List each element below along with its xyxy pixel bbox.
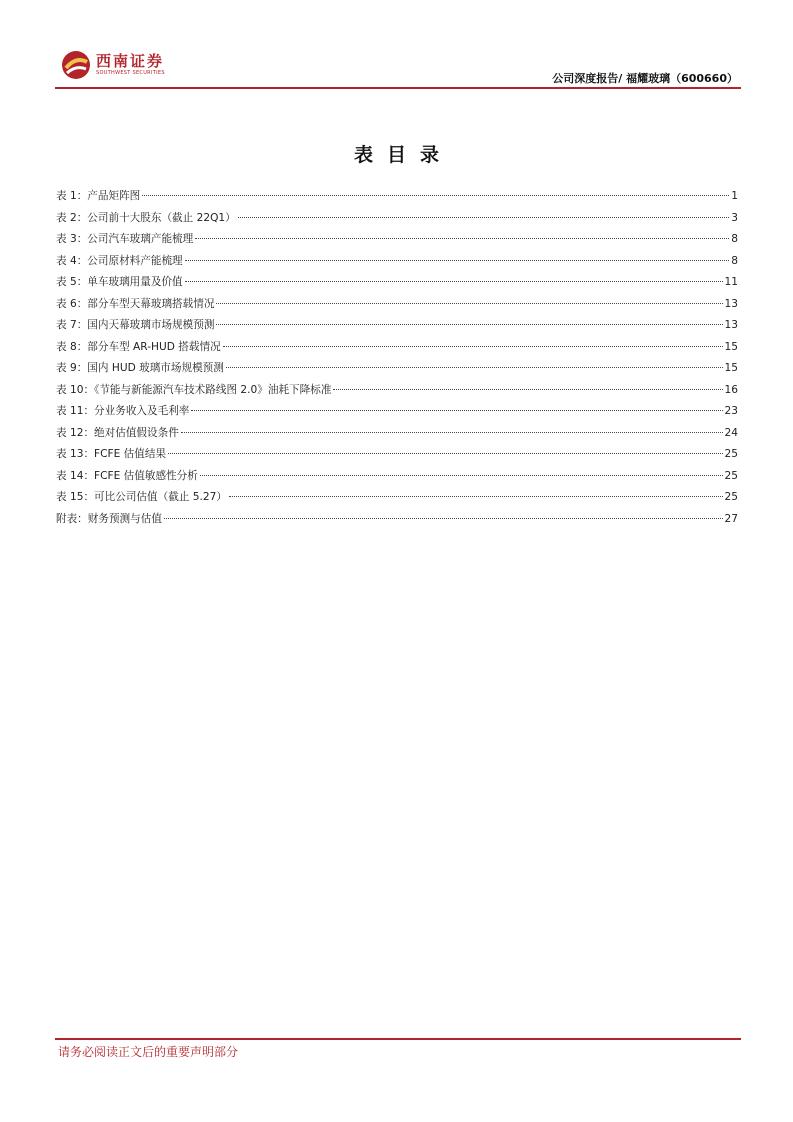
footer-divider	[55, 1038, 741, 1040]
toc-entry-page: 16	[724, 383, 738, 396]
page-title: 表目录	[353, 144, 453, 166]
toc-entry[interactable]	[56, 403, 738, 425]
dot-leader	[191, 410, 722, 411]
dot-leader	[142, 195, 729, 196]
toc-entry[interactable]	[56, 296, 738, 318]
toc-entry-label: 表 12：绝对估值假设条件	[56, 426, 179, 439]
dot-leader	[168, 453, 722, 454]
page-header	[60, 44, 740, 88]
toc-entry-page: 8	[731, 254, 738, 267]
toc-entry-page: 3	[731, 211, 738, 224]
logo-subtitle: SOUTHWEST SECURITIES	[96, 70, 165, 76]
dot-leader	[185, 260, 730, 261]
logo-name: 西南证券	[96, 52, 165, 70]
toc-entry-label: 表 1：产品矩阵图	[56, 190, 141, 202]
dot-leader	[216, 324, 722, 325]
toc-entry-page: 1	[731, 190, 738, 202]
dot-leader	[181, 432, 723, 433]
toc-entry[interactable]	[56, 425, 738, 447]
toc-entry-label: 表 9：国内 HUD 玻璃市场规模预测	[56, 362, 224, 374]
toc-entry[interactable]	[56, 210, 738, 232]
toc-entry-label: 表 15：可比公司估值（截止 5.27）	[56, 491, 227, 503]
toc-entry-page: 25	[724, 469, 738, 482]
toc-entry-page: 23	[724, 405, 738, 417]
toc-entry-label: 表 5：单车玻璃用量及价值	[56, 276, 183, 288]
toc-entry[interactable]	[56, 188, 738, 210]
toc-entry-label: 表 10：《节能与新能源汽车技术路线图 2.0》油耗下降标准	[56, 383, 332, 396]
toc-entry-page: 13	[724, 319, 738, 331]
toc-entry[interactable]	[56, 339, 738, 361]
toc-entry[interactable]	[56, 489, 738, 511]
toc-entry-label: 表 13：FCFE 估值结果	[56, 448, 167, 460]
toc-entry[interactable]	[56, 446, 738, 468]
toc-entry-page: 25	[724, 491, 738, 503]
dot-leader	[195, 238, 729, 239]
toc-entry-label: 表 4：公司原材料产能梳理	[56, 254, 183, 267]
dot-leader	[216, 303, 722, 304]
dot-leader	[226, 367, 723, 368]
report-title: 公司深度报告/ 福耀玻璃（600660）	[552, 72, 738, 85]
toc-entry-label: 表 3：公司汽车玻璃产能梳理	[56, 233, 194, 245]
toc-entry-label: 表 6：部分车型天幕玻璃搭载情况	[56, 297, 215, 310]
dot-leader	[185, 281, 723, 282]
toc-entry-page: 15	[724, 340, 738, 353]
toc-entry-label: 表 8：部分车型 AR-HUD 搭载情况	[56, 340, 221, 353]
dot-leader	[200, 475, 723, 476]
toc-entry-label: 表 2：公司前十大股东（截止 22Q1）	[56, 211, 236, 224]
toc-entry-page: 15	[724, 362, 738, 374]
dot-leader	[164, 518, 723, 519]
toc-entry-label: 表 14：FCFE 估值敏感性分析	[56, 469, 198, 482]
toc-entry[interactable]	[56, 382, 738, 404]
toc-entry-page: 11	[724, 276, 738, 288]
southwest-securities-logo-icon	[60, 48, 92, 82]
toc-entry-page: 8	[731, 233, 738, 245]
table-of-tables	[56, 188, 738, 532]
toc-entry[interactable]	[56, 468, 738, 490]
dot-leader	[238, 217, 729, 218]
dot-leader	[223, 346, 723, 347]
toc-entry-page: 25	[724, 448, 738, 460]
dot-leader	[333, 389, 722, 390]
toc-entry-label: 表 7：国内天幕玻璃市场规模预测	[56, 319, 215, 331]
toc-entry-label: 表 11：分业务收入及毛利率	[56, 405, 190, 417]
toc-entry-page: 13	[724, 297, 738, 310]
toc-entry[interactable]	[56, 317, 738, 339]
toc-entry[interactable]	[56, 274, 738, 296]
dot-leader	[229, 496, 723, 497]
toc-entry[interactable]	[56, 360, 738, 382]
header-divider	[55, 87, 741, 89]
toc-entry-page: 24	[724, 426, 738, 439]
toc-entry[interactable]	[56, 511, 738, 533]
toc-entry-page: 27	[724, 512, 738, 525]
toc-entry[interactable]	[56, 231, 738, 253]
toc-entry-label: 附表：财务预测与估值	[56, 512, 162, 525]
footer-disclaimer: 请务必阅读正文后的重要声明部分	[58, 1045, 239, 1059]
toc-entry[interactable]	[56, 253, 738, 275]
